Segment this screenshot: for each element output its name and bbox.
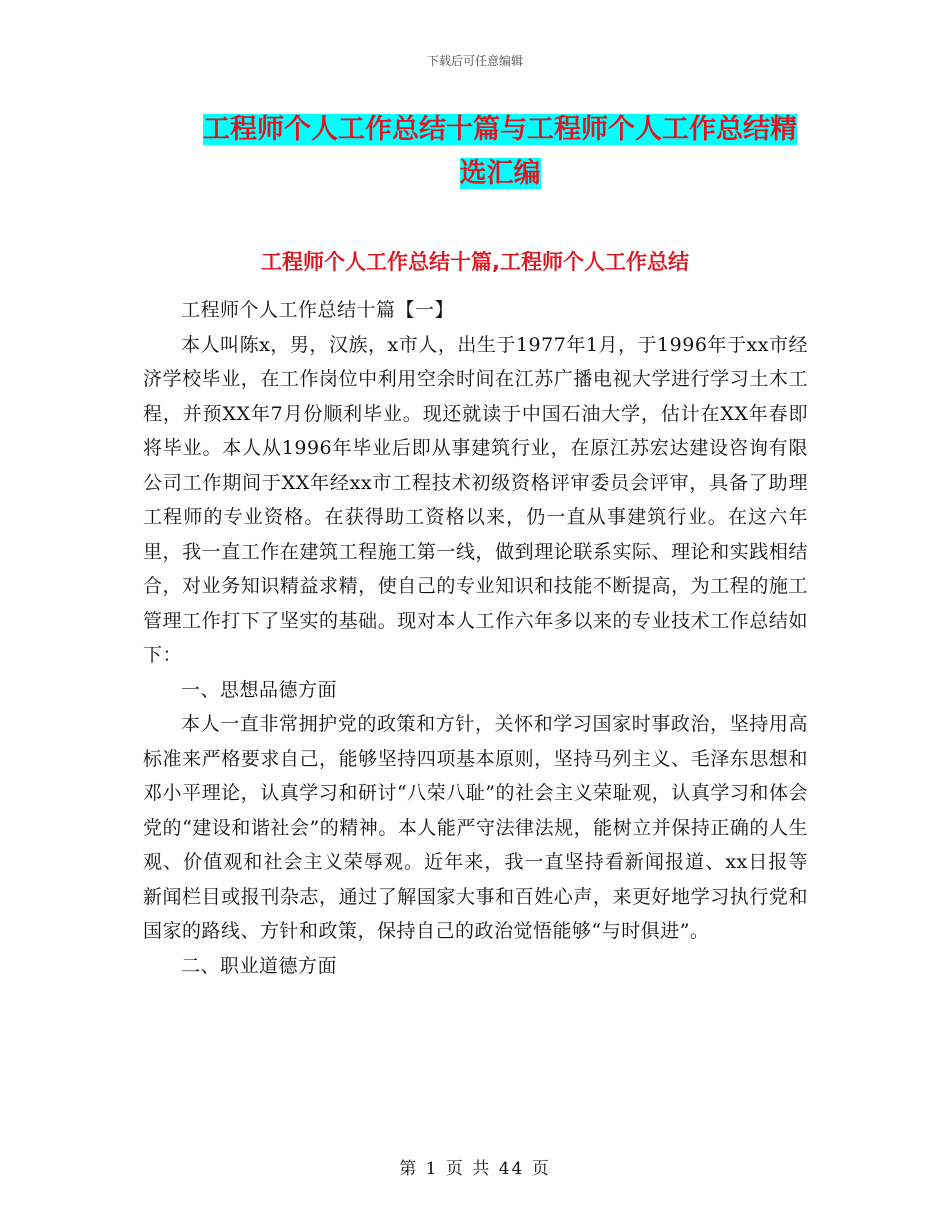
header-note: 下载后可任意编辑	[426, 54, 523, 68]
paragraph-ideology: 本人一直非常拥护党的政策和方针，关怀和学习国家时事政治，坚持用高标准来严格要求自己，能够坚持四项基本原则，坚持马列主义、毛泽东思想和邓小平理论，认真学习和研讨“八荣八耻”的社会主义荣耻观，认真学习和体会党的“建设和谐社会”的精神。本人能严守法律法规，能树立并保持正确的人生观、价值观和社会主义荣辱观。近年来，我一直坚持看新闻报道、xx日报等新闻栏目或报刊杂志，通过了解国家大事和百姓心声，来更好地学习执行党和国家的路线、方针和政策，保持自己的政治觉悟能够“与时俱进”。	[143, 713, 808, 942]
section-heading-ethics: 二、职业道德方面	[181, 954, 338, 977]
section-heading-part-one: 工程师个人工作总结十篇【一】	[181, 299, 455, 321]
section-heading-ideology: 一、思想品德方面	[181, 678, 338, 701]
page-number-footer: 第 1 页 共 44 页	[399, 1159, 551, 1179]
document-subtitle: 工程师个人工作总结十篇,工程师个人工作总结	[261, 250, 689, 274]
document-body	[143, 293, 808, 983]
document-title-text: 工程师个人工作总结十篇与工程师个人工作总结精选汇编	[203, 114, 797, 189]
document-title	[190, 108, 810, 196]
paragraph-introduction: 本人叫陈x，男，汉族，x市人，出生于1977年1月，于1996年于xx市经济学校毕业，在工作岗位中利用空余时间在江苏广播电视大学进行学习土木工程，并预XX年7月份顺利毕业。现还就读于中国石油大学，估计在XX年春即将毕业。本人从1996年毕业后即从事建筑行业，在原江苏宏达建设咨询有限公司工作期间于XX年经xx市工程技术初级资格评审委员会评审，具备了助理工程师的专业资格。在获得助工资格以来，仍一直从事建筑行业。在这六年里，我一直工作在建筑工程施工第一线，做到理论联系实际、理论和实践相结合，对业务知识精益求精，使自己的专业知识和技能不断提高，为工程的施工管理工作打下了坚实的基础。现对本人工作六年多以来的专业技术工作总结如下：	[143, 333, 808, 666]
